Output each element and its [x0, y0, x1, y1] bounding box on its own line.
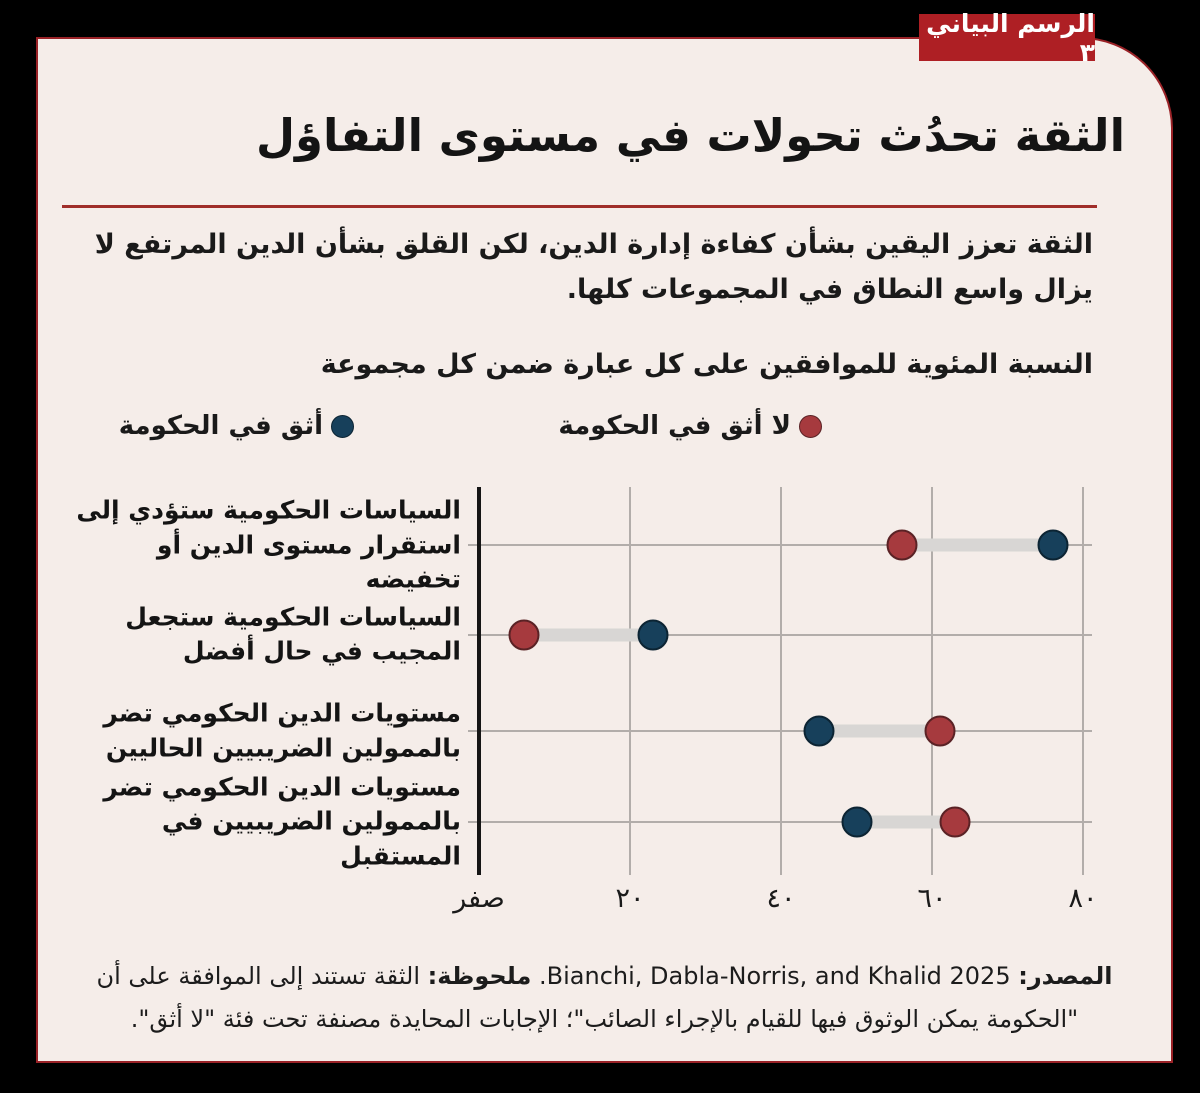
trust-legend-dot: [331, 415, 354, 438]
figure-number-badge: الرسم البياني ٣: [919, 14, 1095, 61]
legend-item-trust: [119, 411, 354, 441]
row-gridline: [468, 821, 1092, 823]
x-tick-label: ٢٠: [615, 883, 645, 914]
no-trust-dot: [886, 530, 917, 561]
source-text: Bianchi, Dabla-Norris, and Khalid 2025.: [531, 962, 1019, 990]
figure-deck: الثقة تعزز اليقين بشأن كفاءة إدارة الدين، لكن القلق بشأن الدين المرتفع لا يزال واسع النطاق في المجموعات كلها.: [94, 229, 1093, 305]
connector-bar: [902, 539, 1053, 552]
x-tick-label: ٨٠: [1068, 883, 1098, 914]
chart-subtitle: النسبة المئوية للموافقين على كل عبارة ضمن كل مجموعة: [320, 349, 1093, 380]
x-axis-ticks: [453, 883, 1098, 925]
trust-dot: [803, 716, 834, 747]
no-trust-dot: [509, 619, 540, 650]
category-label: مستويات الدين الحكومي تضر بالممولين الضريبيين في المستقبل: [103, 772, 461, 871]
x-tick-label: صفر: [453, 883, 505, 914]
category-labels: [68, 487, 461, 875]
card-content: [36, 37, 1173, 1063]
trust-dot: [637, 619, 668, 650]
plot-area: [479, 487, 1083, 875]
x-tick-label: ٦٠: [917, 883, 947, 914]
no-trust-legend-label: لا أثق في الحكومة: [558, 411, 791, 441]
trust-legend-label: أثق في الحكومة: [118, 411, 323, 441]
note-text: الثقة تستند إلى الموافقة على أن "الحكومة يمكن الوثوق فيها للقيام بالإجراء الصائب"؛ الإجابات المحايدة مصنفة تحت فئة "لا أثق".: [96, 962, 1079, 1034]
no-trust-legend-dot: [799, 415, 822, 438]
x-tick-label: ٤٠: [766, 883, 796, 914]
row-gridline: [468, 730, 1092, 732]
source-note: [86, 955, 1123, 1041]
category-label: مستويات الدين الحكومي تضر بالممولين الضريبيين الحاليين: [103, 698, 461, 762]
legend-item-no-trust: [558, 411, 822, 441]
connector-bar: [819, 725, 940, 738]
title-divider: [62, 205, 1097, 208]
y-axis-line: [477, 487, 481, 875]
connector-bar: [524, 628, 652, 641]
category-label: السياسات الحكومية ستؤدي إلى استقرار مستوى الدين أو تخفيضه: [76, 495, 461, 594]
figure-title: الثقة تحدُث تحولات في مستوى التفاؤل: [256, 109, 1125, 162]
trust-dot: [841, 806, 872, 837]
trust-dot: [1037, 530, 1068, 561]
no-trust-dot: [924, 716, 955, 747]
note-label: ملحوظة:: [427, 962, 532, 990]
no-trust-dot: [939, 806, 970, 837]
source-label: المصدر:: [1018, 962, 1113, 990]
category-label: السياسات الحكومية ستجعل المجيب في حال أفضل: [125, 602, 461, 666]
